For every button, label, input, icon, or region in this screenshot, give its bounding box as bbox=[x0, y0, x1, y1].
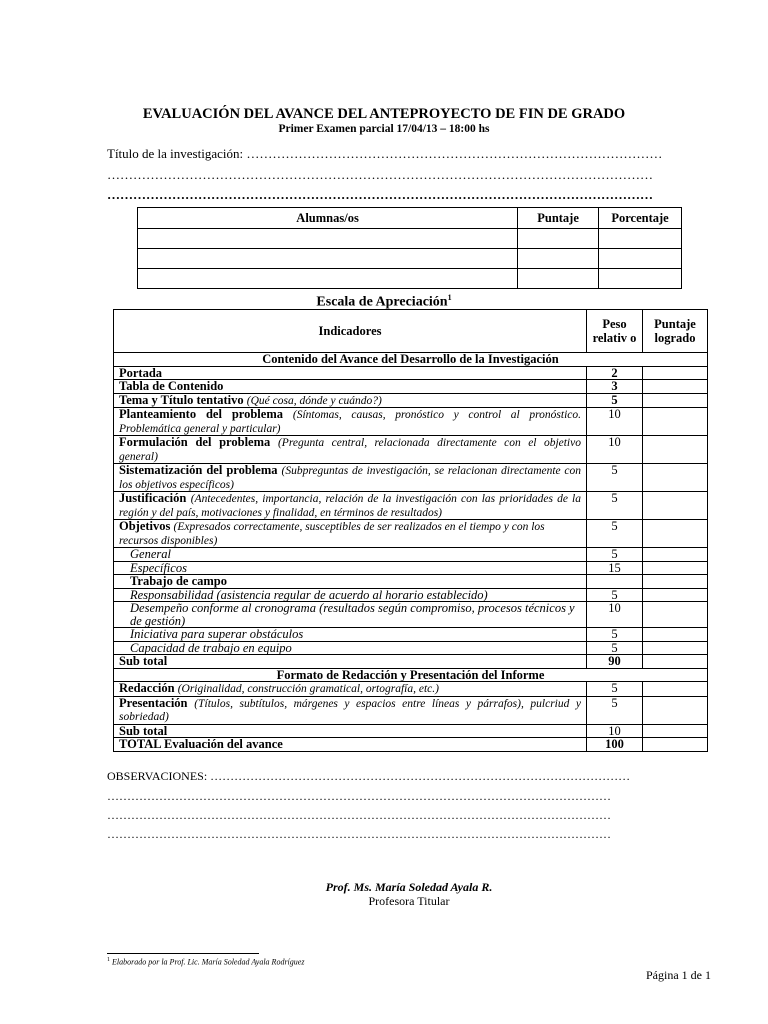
weight-value: 10 bbox=[587, 408, 643, 436]
score-cell[interactable] bbox=[643, 696, 708, 724]
table-row bbox=[138, 249, 682, 269]
indicator-label: Planteamiento del problema bbox=[119, 407, 283, 421]
indicator-label: Formulación del problema bbox=[119, 435, 271, 449]
document-subtitle: Primer Examen parcial 17/04/13 – 18:00 hs bbox=[278, 123, 490, 135]
indicator-label: Presentación bbox=[119, 695, 188, 710]
indicator-note: (Expresados correctamente, susceptibles de ser realizados en el tiempo y con los recursos disponibles) bbox=[119, 521, 545, 547]
section-format-title: Formato de Redacción y Presentación del Informe bbox=[114, 668, 708, 682]
score-cell[interactable] bbox=[643, 628, 708, 642]
table-row bbox=[114, 520, 708, 548]
evaluation-scale-table bbox=[113, 309, 708, 752]
indicator-cell bbox=[114, 464, 587, 492]
table-row bbox=[114, 548, 708, 562]
score-cell[interactable] bbox=[643, 393, 708, 408]
student-name-cell[interactable] bbox=[138, 269, 518, 289]
scale-title-text: Escala de Apreciación bbox=[316, 294, 448, 310]
indicator-label: Responsabilidad (asistencia regular de acuerdo al horario establecido) bbox=[114, 588, 587, 602]
score-cell[interactable] bbox=[643, 408, 708, 436]
section-row bbox=[114, 353, 708, 367]
weight-value: 3 bbox=[587, 380, 643, 394]
indicator-cell bbox=[114, 393, 587, 408]
signature-name: Prof. Ms. María Soledad Ayala R. bbox=[325, 880, 493, 894]
indicator-note: (Pregunta central, relacionada directamente con el objetivo general) bbox=[119, 437, 581, 463]
student-percentage-cell[interactable] bbox=[599, 229, 682, 249]
score-cell[interactable] bbox=[643, 380, 708, 394]
weight-value: 5 bbox=[587, 492, 643, 520]
observations-line-4: ……………………………………………………………………………………………………………… bbox=[107, 827, 611, 841]
table-row bbox=[114, 641, 708, 655]
observations-label: OBSERVACIONES: …………………………………………………………………………………………… bbox=[107, 769, 631, 783]
indicator-label: Capacidad de trabajo en equipo bbox=[114, 641, 587, 655]
subtotal-value: 10 bbox=[587, 724, 643, 738]
research-title-line-3: ……………………………………………………………………………………………………………… bbox=[107, 187, 653, 202]
indicator-label: Iniciativa para superar obstáculos bbox=[114, 628, 587, 642]
score-cell[interactable] bbox=[643, 602, 708, 628]
indicator-label: General bbox=[114, 548, 587, 562]
indicator-cell bbox=[114, 682, 587, 697]
signature-role: Profesora Titular bbox=[368, 894, 450, 908]
scale-header-row bbox=[114, 310, 708, 353]
indicator-cell bbox=[114, 492, 587, 520]
table-row bbox=[114, 738, 708, 752]
footnote-mark: 1 bbox=[107, 957, 110, 963]
indicator-label: Justificación bbox=[119, 491, 187, 505]
indicator-label: Redacción bbox=[119, 681, 175, 695]
indicator-label: Sistematización del problema bbox=[119, 463, 278, 477]
students-header-score: Puntaje bbox=[518, 208, 599, 229]
indicator-label: Objetivos bbox=[119, 519, 171, 533]
table-row bbox=[114, 408, 708, 436]
table-row bbox=[114, 682, 708, 697]
student-percentage-cell[interactable] bbox=[599, 269, 682, 289]
student-name-cell[interactable] bbox=[138, 229, 518, 249]
indicator-label: Tabla de Contenido bbox=[114, 380, 587, 394]
footnote-divider bbox=[107, 953, 259, 954]
score-cell[interactable] bbox=[643, 366, 708, 380]
weight-value: 5 bbox=[587, 641, 643, 655]
score-cell[interactable] bbox=[643, 436, 708, 464]
score-cell[interactable] bbox=[643, 588, 708, 602]
research-title-label: Título de la investigación: …………………………………………………………………………………… bbox=[107, 146, 663, 161]
indicator-label: Específicos bbox=[114, 561, 587, 575]
students-header-percentage: Porcentaje bbox=[599, 208, 682, 229]
indicator-label: Tema y Título tentativo bbox=[119, 392, 244, 407]
table-row bbox=[114, 655, 708, 669]
indicator-label: Trabajo de campo bbox=[114, 575, 587, 589]
indicator-note: (Subpreguntas de investigación, se relacionan directamente con los objetivos específicos) bbox=[119, 465, 582, 491]
weight-value: 15 bbox=[587, 561, 643, 575]
table-row bbox=[114, 575, 708, 589]
student-percentage-cell[interactable] bbox=[599, 249, 682, 269]
subtotal-label: Sub total bbox=[114, 655, 587, 669]
indicator-cell bbox=[114, 408, 587, 436]
weight-value: 2 bbox=[587, 366, 643, 380]
subtotal-label: Sub total bbox=[114, 724, 587, 738]
table-row bbox=[138, 269, 682, 289]
section-row bbox=[114, 668, 708, 682]
score-cell[interactable] bbox=[643, 738, 708, 752]
table-row bbox=[114, 436, 708, 464]
table-row bbox=[114, 380, 708, 394]
student-name-cell[interactable] bbox=[138, 249, 518, 269]
indicator-cell bbox=[114, 696, 587, 724]
footnote-reference: 1 bbox=[447, 293, 452, 302]
table-row bbox=[114, 561, 708, 575]
table-row bbox=[114, 724, 708, 738]
score-cell[interactable] bbox=[643, 682, 708, 697]
students-header-name: Alumnas/os bbox=[138, 208, 518, 229]
indicator-label: Desempeño conforme al cronograma (resultados según compromiso, procesos técnicos y de gestión) bbox=[114, 602, 587, 628]
table-row bbox=[114, 602, 708, 628]
table-row bbox=[114, 588, 708, 602]
subtotal-value: 90 bbox=[587, 655, 643, 669]
student-score-cell[interactable] bbox=[518, 249, 599, 269]
score-cell[interactable] bbox=[643, 641, 708, 655]
weight-value bbox=[587, 575, 643, 589]
weight-value: 5 bbox=[587, 464, 643, 492]
indicator-cell bbox=[114, 436, 587, 464]
weight-value: 5 bbox=[587, 696, 643, 724]
score-cell[interactable] bbox=[643, 575, 708, 589]
weight-value: 5 bbox=[587, 548, 643, 562]
footnote-text: Elaborado por la Prof. Lic. María Soledad Ayala Rodríguez bbox=[112, 957, 305, 967]
footnote bbox=[107, 957, 304, 967]
research-title-line-2: ……………………………………………………………………………………………………………… bbox=[107, 167, 653, 182]
indicator-label: Portada bbox=[114, 366, 587, 380]
total-label: TOTAL Evaluación del avance bbox=[114, 738, 587, 752]
student-score-cell[interactable] bbox=[518, 269, 599, 289]
weight-value: 10 bbox=[587, 436, 643, 464]
indicator-note: (Títulos, subtítulos, márgenes y espacios entre líneas y párrafos), pulcriud y sobriedad) bbox=[119, 697, 581, 723]
table-row bbox=[114, 492, 708, 520]
indicator-cell bbox=[114, 520, 587, 548]
document-title: EVALUACIÓN DEL AVANCE DEL ANTEPROYECTO DE FIN DE GRADO bbox=[142, 106, 626, 122]
table-row bbox=[114, 393, 708, 408]
page-number: Página 1 de 1 bbox=[646, 968, 711, 982]
observations-line-3: ……………………………………………………………………………………………………………… bbox=[107, 808, 611, 822]
indicators-header: Indicadores bbox=[114, 310, 587, 353]
score-cell[interactable] bbox=[643, 655, 708, 669]
score-header: Puntaje logrado bbox=[643, 310, 708, 353]
weight-value: 5 bbox=[587, 520, 643, 548]
students-table-header bbox=[138, 208, 682, 229]
indicator-note: (Qué cosa, dónde y cuándo?) bbox=[246, 394, 382, 407]
score-cell[interactable] bbox=[643, 520, 708, 548]
weight-value: 5 bbox=[587, 682, 643, 697]
score-cell[interactable] bbox=[643, 724, 708, 738]
student-score-cell[interactable] bbox=[518, 229, 599, 249]
score-cell[interactable] bbox=[643, 561, 708, 575]
students-table bbox=[137, 207, 682, 289]
weight-value: 5 bbox=[587, 393, 643, 408]
table-row bbox=[114, 464, 708, 492]
table-row bbox=[114, 366, 708, 380]
score-cell[interactable] bbox=[643, 492, 708, 520]
scale-title bbox=[0, 293, 768, 311]
score-cell[interactable] bbox=[643, 464, 708, 492]
indicator-note: (Síntomas, causas, pronóstico y control al pronóstico. Problemática general y particular) bbox=[119, 409, 582, 435]
weight-header: Peso relativ o bbox=[587, 310, 643, 353]
weight-value: 10 bbox=[587, 602, 643, 628]
indicator-note: (Originalidad, construcción gramatical, ortografía, etc.) bbox=[177, 683, 439, 695]
table-row bbox=[114, 696, 708, 724]
table-row bbox=[138, 229, 682, 249]
score-cell[interactable] bbox=[643, 548, 708, 562]
indicator-note: (Antecedentes, importancia, relación de la investigación con las prioridades de la región y del país, motivaciones y finalidad, en términos de resultados) bbox=[119, 493, 581, 519]
section-content-title: Contenido del Avance del Desarrollo de la Investigación bbox=[114, 353, 708, 367]
weight-value: 5 bbox=[587, 588, 643, 602]
table-row bbox=[114, 628, 708, 642]
observations-line-2: ……………………………………………………………………………………………………………… bbox=[107, 789, 611, 803]
total-value: 100 bbox=[587, 738, 643, 752]
weight-value: 5 bbox=[587, 628, 643, 642]
